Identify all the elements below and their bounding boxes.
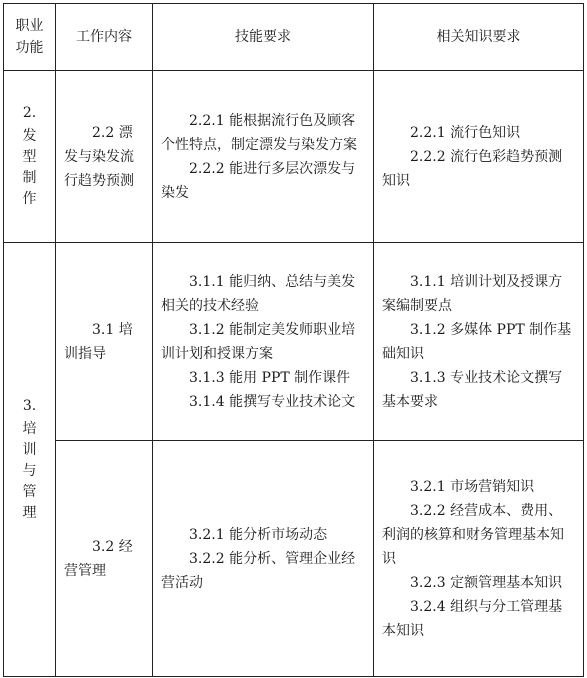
knowledge-item: 2.2.1 流行色知识 bbox=[410, 124, 521, 141]
table-row bbox=[4, 243, 584, 441]
skill-item: 3.1.4 能撰写专业技术论文 bbox=[189, 393, 356, 410]
content-cell bbox=[56, 243, 153, 441]
knowledge-item: 3.2.1 市场营销知识 bbox=[410, 478, 535, 495]
skill-item: 2.2.2 能进行多层次漂发与染发 bbox=[161, 160, 356, 201]
content-cell bbox=[56, 441, 153, 677]
knowledge-item: 2.2.2 流行色彩趋势预测知识 bbox=[382, 148, 563, 189]
skill-item: 3.2.1 能分析市场动态 bbox=[189, 526, 328, 543]
knowledge-cell bbox=[374, 441, 584, 677]
function-cell bbox=[4, 243, 56, 677]
header-function-line-2: 功能 bbox=[15, 40, 44, 56]
knowledge-item: 3.2.3 定额管理基本知识 bbox=[410, 574, 563, 591]
function-name: 发型制作 bbox=[22, 128, 37, 207]
knowledge-item: 3.1.2 多媒体 PPT 制作基础知识 bbox=[382, 321, 572, 362]
content-text: 3.1 培训指导 bbox=[64, 321, 133, 362]
knowledge-cell bbox=[374, 71, 584, 243]
header-row bbox=[4, 4, 584, 71]
knowledge-item: 3.2.2 经营成本、费用、利润的核算和财务管理基本知识 bbox=[382, 502, 564, 567]
header-content: 工作内容 bbox=[56, 4, 153, 71]
skill-item: 3.2.2 能分析、管理企业经营活动 bbox=[161, 550, 356, 591]
skills-cell bbox=[153, 243, 374, 441]
table-row bbox=[4, 71, 584, 243]
function-name: 培训与管理 bbox=[22, 420, 37, 521]
function-number: 3. bbox=[22, 397, 37, 414]
skills-cell bbox=[153, 441, 374, 677]
knowledge-item: 3.2.4 组织与分工管理基本知识 bbox=[382, 598, 563, 639]
header-function-line-1: 职业 bbox=[15, 18, 44, 34]
table-row bbox=[4, 441, 584, 677]
header-skills: 技能要求 bbox=[153, 4, 374, 71]
content-text: 2.2 漂发与染发流行趋势预测 bbox=[64, 124, 134, 189]
header-function bbox=[4, 4, 56, 71]
function-cell bbox=[4, 71, 56, 243]
content-cell bbox=[56, 71, 153, 243]
skills-cell bbox=[153, 71, 374, 243]
function-number: 2. bbox=[22, 105, 37, 121]
skill-item: 3.1.2 能制定美发师职业培训计划和授课方案 bbox=[161, 321, 356, 362]
knowledge-item: 3.1.1 培训计划及授课方案编制要点 bbox=[382, 273, 563, 314]
skill-item: 3.1.1 能归纳、总结与美发相关的技术经验 bbox=[161, 273, 356, 314]
knowledge-item: 3.1.3 专业技术论文撰写基本要求 bbox=[382, 369, 563, 410]
header-knowledge: 相关知识要求 bbox=[374, 4, 584, 71]
skill-item: 3.1.3 能用 PPT 制作课件 bbox=[189, 369, 351, 386]
knowledge-cell bbox=[374, 243, 584, 441]
content-text: 3.2 经营管理 bbox=[64, 538, 133, 579]
skills-table bbox=[3, 3, 584, 677]
skill-item: 2.2.1 能根据流行色及顾客个性特点，制定漂发与染发方案 bbox=[161, 112, 357, 153]
